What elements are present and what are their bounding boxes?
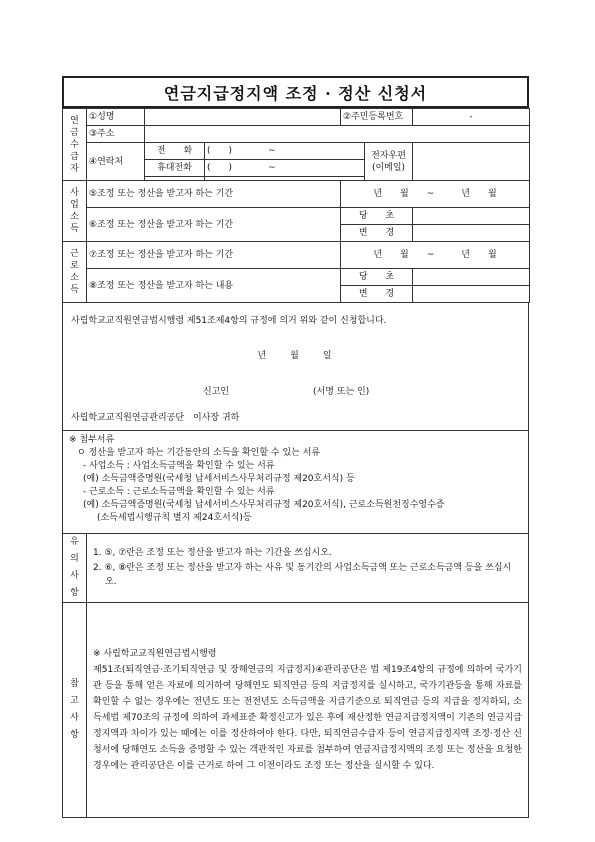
labor-period-label: ⑦조정 또는 정산을 받고자 하는 기간	[87, 242, 341, 269]
labor-reason-label: ⑧조정 또는 정산을 받고자 하는 내용	[87, 269, 341, 303]
address-label: ③주소	[87, 126, 145, 143]
reference-content	[87, 603, 529, 818]
declaration-block	[62, 303, 529, 431]
attachment-line: - 근로소득 : 근로소득금액을 확인할 수 있는 서류	[83, 487, 275, 497]
signature-field[interactable]: (서명 또는 인)	[313, 387, 370, 397]
labor-period-field[interactable]: 년 월 ~ 년 월	[341, 242, 530, 269]
attachment-line: (소득세법시행규칙 별지 제24호서식)등	[97, 513, 252, 523]
reference-heading: ※ 사립학교교직원연금법시행령	[93, 649, 217, 659]
application-form	[62, 76, 529, 818]
addressee: 사립학교교직원연금관리공단 이사장 귀하	[71, 413, 240, 423]
reference-label: 참 고 사 항	[63, 603, 87, 818]
business-change-field[interactable]	[413, 225, 530, 242]
notes-table	[62, 534, 529, 603]
mobile-field[interactable]: ( ) ~	[205, 160, 365, 177]
labor-change-label: 변 경	[341, 286, 413, 303]
notes-content	[87, 534, 529, 603]
declaration-statement: 사립학교교직원연금법시행령 제51조제4항의 규정에 의거 위와 같이 신청합니다.	[71, 316, 387, 326]
applicant-label: 신고인	[203, 387, 230, 397]
business-period-label: ⑤조정 또는 정산을 받고자 하는 기간	[87, 181, 341, 208]
rrn-field[interactable]: -	[413, 109, 530, 126]
form-title: 연금지급정지액 조정 · 정산 신청서	[62, 76, 529, 108]
business-change-label: 변 경	[341, 225, 413, 242]
email-field[interactable]	[413, 143, 530, 181]
note-item: 1. ⑤, ⑦란은 조정 또는 정산을 받고자 하는 기간을 쓰십시오.	[93, 548, 332, 559]
business-section-label: 사 업 소 득	[63, 181, 87, 242]
contact-label: ④연락처	[87, 143, 145, 181]
reference-body: 제51조(퇴직연금·조기퇴직연금 및 장해연금의 지급정지)④관리공단은 법 제19조4항의 규정에 의하여 국가기관 등을 통해 얻은 자료에 의거하여 당해연도 퇴직연금 등의 지급정지를 실시하고, 국가기관등을 통해 자료를 확인할 수 없는 경우에는 전년도 또는 전전년도 소득금액을 지급기준으로 퇴직연금 등의 지급을 정지하되, 소득세법 제70조의 규정에 의하여 과세표준 확정신고가 있은 후에 재산정한 연금지급정지액이 기존의 연금지급정지액과 차이가 있는 때에는 이를 정산하여야 한다. 다만, 퇴직연금수급자 등이 연금지급정지액 조정·정산 신청서에 당해연도 소득을 증명할 수 있는 객관적인 자료를 첨부하여 연금지급정지액의 조정 또는 정산을 요청한 경우에는 관리공단은 이를 근거로 하여 그 이전이라도 조정 또는 정산을 실시할 수 있다.	[93, 665, 522, 771]
applicant-info-table	[62, 108, 530, 303]
name-field[interactable]	[145, 109, 341, 126]
address-field[interactable]	[145, 126, 530, 143]
email-label: 전자우편 (이메일)	[365, 143, 413, 181]
business-original-field[interactable]	[413, 208, 530, 225]
mobile-label: 휴대전화	[145, 160, 205, 177]
attachment-line: - 사업소득 : 사업소득금액을 확인할 수 있는 서류	[83, 461, 275, 471]
labor-original-field[interactable]	[413, 269, 530, 286]
note-item: 2. ⑥, ⑧란은 조정 또는 정산을 받고자 하는 사유 및 동기간의 사업소득금액 또는 근로소득금액 등을 쓰십시오.	[93, 562, 512, 588]
labor-change-field[interactable]	[413, 286, 530, 303]
recipient-section-label: 연 금 수 급 자	[63, 109, 87, 181]
name-label: ①성명	[87, 109, 145, 126]
date-line[interactable]: 년 월 일	[257, 351, 334, 361]
notes-label: 유 의 사 항	[63, 534, 87, 603]
rrn-label: ②주민등록번호	[341, 109, 413, 126]
attachment-line: (예) 소득금액증명원(국세청 납세서비스사무처리규정 제20호서식), 근로소득원천징수영수증	[83, 500, 445, 510]
reference-table	[62, 603, 529, 818]
attachments-heading: ※ 첨부서류	[69, 435, 115, 445]
labor-section-label: 근 로 소 득	[63, 242, 87, 303]
labor-original-label: 당 초	[341, 269, 413, 286]
business-period-field[interactable]: 년 월 ~ 년 월	[341, 181, 530, 208]
business-original-label: 당 초	[341, 208, 413, 225]
phone-label: 전 화	[145, 143, 205, 160]
attachment-line: ㅇ 정산을 받고자 하는 기간동안의 소득을 확인할 수 있는 서류	[77, 448, 321, 458]
phone-field[interactable]: ( ) ~	[205, 143, 365, 160]
business-reason-label: ⑥조정 또는 정산을 받고자 하는 기간	[87, 208, 341, 242]
attachment-line: (예) 소득금액증명원(국세청 납세서비스사무처리규정 제20호서식) 등	[83, 474, 355, 484]
attachments-block	[62, 431, 529, 534]
